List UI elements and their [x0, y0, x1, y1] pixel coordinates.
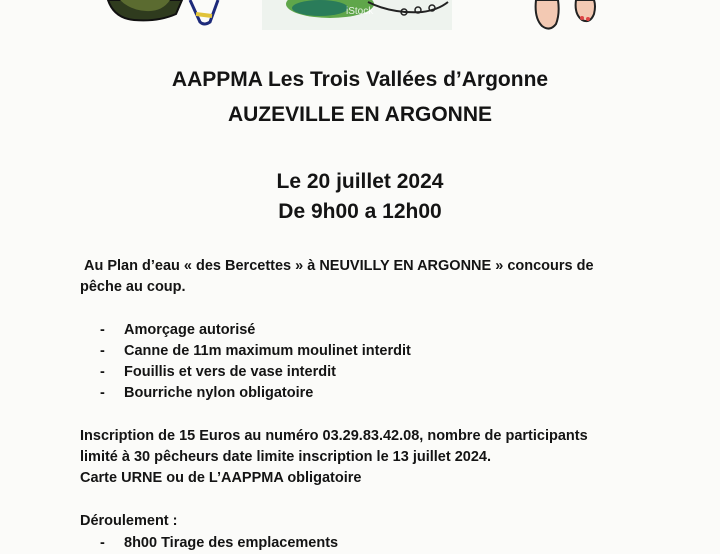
rules-list [100, 320, 411, 404]
intro-line-2: pêche au coup. [80, 279, 186, 295]
registration-line-2: limité à 30 pêcheurs date limite inscription le 13 juillet 2024. [80, 449, 491, 465]
watermark-text: iStock [346, 6, 374, 17]
list-item: - Canne de 11m maximum moulinet interdit [100, 343, 411, 359]
pond-clipart-center [262, 0, 452, 30]
club-title: AAPPMA Les Trois Vallées d’Argonne [171, 68, 549, 91]
location-title: AUZEVILLE EN ARGONNE [227, 103, 493, 126]
feet-clipart-right [530, 0, 620, 34]
schedule-heading: Déroulement : [80, 513, 178, 529]
list-item: - Bourriche nylon obligatoire [100, 385, 314, 401]
list-item: - Amorçage autorisé [100, 322, 256, 338]
registration-line-1: Inscription de 15 Euros au numéro 03.29.83.42.08, nombre de participants [80, 428, 588, 444]
intro-line-1: Au Plan d’eau « des Bercettes » à NEUVILLY EN ARGONNE » concours de [84, 258, 594, 274]
fisherman-clipart-left [100, 0, 230, 26]
list-item: - Fouillis et vers de vase interdit [100, 364, 336, 380]
event-date: Le 20 juillet 2024 [276, 170, 444, 193]
schedule-list [100, 533, 338, 554]
registration-line-3: Carte URNE ou de L’AAPPMA obligatoire [80, 470, 362, 486]
event-time: De 9h00 a 12h00 [278, 200, 442, 223]
list-item: - 8h00 Tirage des emplacements [100, 535, 339, 551]
